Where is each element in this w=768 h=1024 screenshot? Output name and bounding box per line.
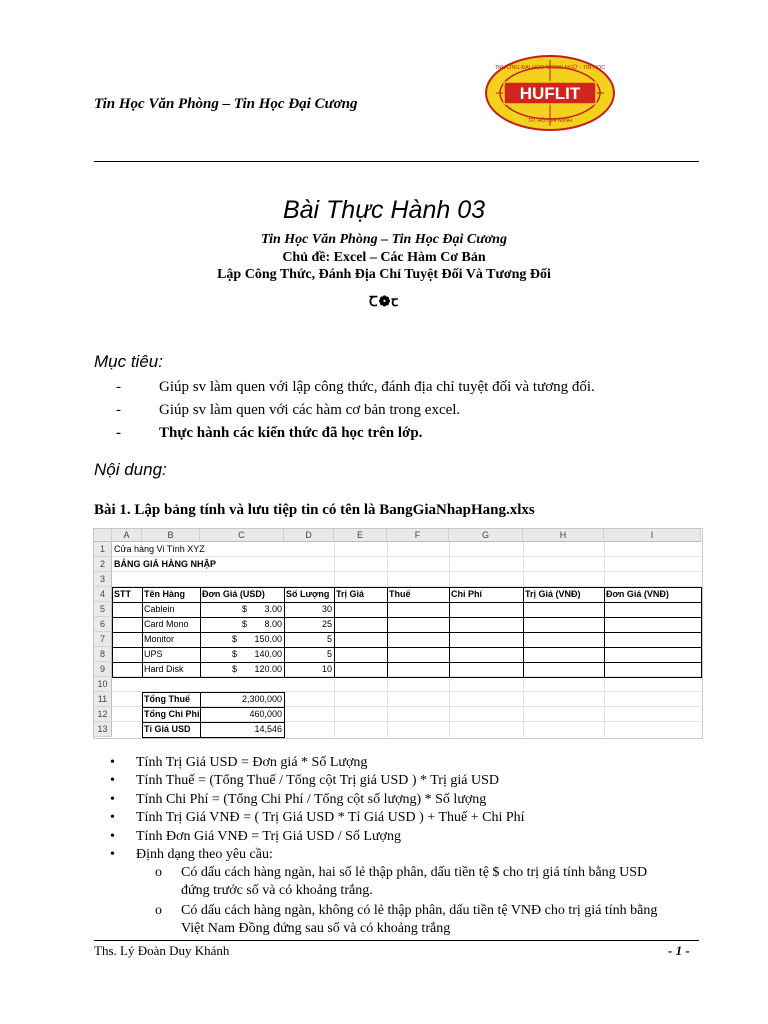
- logo-text: HUFLIT: [519, 84, 581, 103]
- gridline: [112, 556, 701, 557]
- column-header: D: [284, 529, 334, 542]
- price-cell: [239, 603, 284, 616]
- bullet-item: [110, 829, 401, 845]
- footer-divider: [94, 940, 699, 941]
- document-subtitle: Tin Học Văn Phòng – Tin Học Đại Cương: [261, 232, 507, 247]
- bullet-item: [110, 755, 367, 771]
- qty-cell: 5: [326, 634, 332, 644]
- header-cell: Trị Giá: [336, 589, 365, 599]
- objective-item: [116, 425, 422, 442]
- bullet-item: [110, 792, 486, 808]
- objective-item: [116, 379, 595, 396]
- summary-value-cell: 2,300,000: [241, 694, 282, 704]
- sub-bullet-continuation: đứng trước số và có khoảng trắng.: [181, 883, 373, 898]
- exercise-1-title: Bài 1. Lập bảng tính và lưu tiệp tin có tên là BangGiaNhapHang.xlxs: [94, 502, 535, 518]
- logo-ring-top-text: TRƯỜNG ĐẠI HỌC NGOẠI NGỮ - TIN HỌC: [494, 65, 606, 71]
- cell-store-name: Cửa hàng Vi Tính XYZ: [114, 544, 205, 554]
- document-topic: Chủ đề: Excel – Các Hàm Cơ Bản: [282, 250, 486, 265]
- column-header: H: [523, 529, 604, 542]
- column-header: G: [449, 529, 523, 542]
- summary-value-cell: 14,546: [254, 724, 282, 734]
- price-cell: [239, 618, 284, 631]
- header-cell: Chi Phí: [451, 589, 482, 599]
- sheet-corner: [94, 529, 112, 542]
- spreadsheet-image: [93, 528, 703, 739]
- sub-bullet-marker: o: [155, 903, 162, 918]
- price-value: 150.00: [254, 634, 282, 644]
- currency-symbol: $: [242, 619, 248, 629]
- cell-sheet-title: BẢNG GIÁ HÀNG NHẬP: [114, 559, 217, 569]
- row-header: 4: [94, 587, 112, 602]
- price-value: 3.00: [264, 604, 282, 614]
- summary-value-cell: 460,000: [249, 709, 282, 719]
- header-cell: Đơn Giá (VNĐ): [606, 589, 669, 599]
- currency-symbol: $: [232, 664, 238, 674]
- row-header: 10: [94, 677, 112, 692]
- price-cell: [229, 663, 284, 676]
- objectives-heading: Mục tiêu:: [94, 352, 163, 371]
- price-cell: [229, 648, 284, 661]
- row-header: 3: [94, 572, 112, 587]
- qty-cell: 25: [321, 619, 332, 629]
- row-header: 11: [94, 692, 112, 707]
- qty-cell: 5: [326, 649, 332, 659]
- row-header: 7: [94, 632, 112, 647]
- dash-bullet: -: [116, 402, 121, 418]
- gridline: [112, 571, 701, 572]
- currency-symbol: $: [232, 649, 238, 659]
- price-value: 8.00: [264, 619, 282, 629]
- row-header: 9: [94, 662, 112, 677]
- bullet-text: Tính Trị Giá VNĐ = ( Trị Giá USD * Tỉ Giá USD ) + Thuế + Chi Phí: [136, 810, 525, 825]
- ornament-divider: Ꞇ❁ꞇ: [368, 295, 400, 310]
- sub-bullet-text: Có dấu cách hàng ngàn, hai số lẻ thập phân, dấu tiền tệ $ cho trị giá tính bằng USD: [181, 865, 648, 880]
- column-header: B: [142, 529, 200, 542]
- price-value: 140.00: [254, 649, 282, 659]
- objective-item: [116, 402, 460, 419]
- header-cell: Thuế: [389, 589, 411, 599]
- item-name-cell: UPS: [144, 649, 163, 659]
- objective-text: Thực hành các kiến thức đã học trên lớp.: [159, 425, 423, 441]
- sub-bullet-item: [155, 865, 647, 881]
- sub-bullet-item: [155, 903, 657, 919]
- huflit-logo: [484, 54, 616, 132]
- dash-bullet: -: [116, 425, 121, 441]
- dash-bullet: -: [116, 379, 121, 395]
- objective-text: Giúp sv làm quen với các hàm cơ bản trong excel.: [159, 402, 461, 418]
- bullet-text: Tính Chi Phí = (Tổng Chi Phí / Tổng cột số lượng) * Số lượng: [136, 792, 487, 807]
- price-value: 120.00: [254, 664, 282, 674]
- logo-ring-bottom-text: TP. HỒ CHÍ MINH: [527, 118, 573, 124]
- bullet-text: Tính Thuế = (Tổng Thuế / Tổng cột Trị giá USD ) * Trị giá USD: [136, 773, 499, 788]
- document-topic-detail: Lập Công Thức, Đánh Địa Chỉ Tuyệt Đối Và Tương Đối: [217, 267, 551, 282]
- header-title: Tin Học Văn Phòng – Tin Học Đại Cương: [94, 96, 358, 112]
- bullet-dot: •: [110, 847, 115, 862]
- bullet-text: Tính Trị Giá USD = Đơn giá * Số Lượng: [136, 755, 368, 770]
- header-divider: [94, 161, 699, 162]
- column-header: F: [387, 529, 449, 542]
- header-cell: Đơn Giá (USD): [202, 589, 265, 599]
- bullet-item: [110, 773, 499, 789]
- objective-text: Giúp sv làm quen với lập công thức, đánh địa chỉ tuyệt đối và tương đối.: [159, 379, 595, 395]
- column-header: A: [112, 529, 142, 542]
- header-cell: STT: [114, 589, 131, 599]
- qty-cell: 30: [321, 604, 332, 614]
- row-header: 5: [94, 602, 112, 617]
- item-name-cell: Cablein: [144, 604, 175, 614]
- price-cell: [229, 633, 284, 646]
- document-title: Bài Thực Hành 03: [282, 196, 486, 224]
- summary-label-cell: Tổng Thuế: [144, 694, 190, 704]
- sub-bullet-text: Có dấu cách hàng ngàn, không có lẻ thập phân, dấu tiền tệ VNĐ cho trị giá tính bằng: [181, 903, 658, 918]
- bullet-dot: •: [110, 810, 115, 825]
- row-header: 8: [94, 647, 112, 662]
- summary-label-cell: Tổng Chi Phí: [144, 709, 200, 719]
- summary-label-cell: Tỉ Giá USD: [144, 724, 191, 734]
- page-number: - 1 -: [668, 943, 690, 958]
- bullet-dot: •: [110, 755, 115, 770]
- row-header: 12: [94, 707, 112, 722]
- footer-author: Ths. Lý Đoàn Duy Khánh: [94, 943, 230, 958]
- currency-symbol: $: [242, 604, 248, 614]
- content-heading: Nội dung:: [94, 460, 167, 479]
- header-cell: Số Lượng: [286, 589, 330, 599]
- column-header: E: [334, 529, 387, 542]
- column-header: C: [200, 529, 284, 542]
- row-header: 13: [94, 722, 112, 737]
- bullet-item: [110, 810, 525, 826]
- bullet-text: Tính Đơn Giá VNĐ = Trị Giá USD / Số Lượng: [136, 829, 401, 844]
- item-name-cell: Card Mono: [144, 619, 189, 629]
- bullet-dot: •: [110, 773, 115, 788]
- column-header: I: [604, 529, 701, 542]
- bullet-item: [110, 847, 273, 863]
- currency-symbol: $: [232, 634, 238, 644]
- bullet-dot: •: [110, 792, 115, 807]
- row-header: 2: [94, 557, 112, 572]
- bullet-dot: •: [110, 829, 115, 844]
- row-header: 1: [94, 542, 112, 557]
- bullet-text: Định dạng theo yêu cầu:: [136, 847, 273, 862]
- sub-bullet-marker: o: [155, 865, 162, 880]
- qty-cell: 10: [321, 664, 332, 674]
- header-cell: Tên Hàng: [144, 589, 186, 599]
- item-name-cell: Monitor: [144, 634, 175, 644]
- header-cell: Trị Giá (VNĐ): [525, 589, 581, 599]
- item-name-cell: Hard Disk: [144, 664, 184, 674]
- sub-bullet-continuation: Việt Nam Đồng đứng sau số và có khoảng trắng: [181, 921, 451, 936]
- row-header: 6: [94, 617, 112, 632]
